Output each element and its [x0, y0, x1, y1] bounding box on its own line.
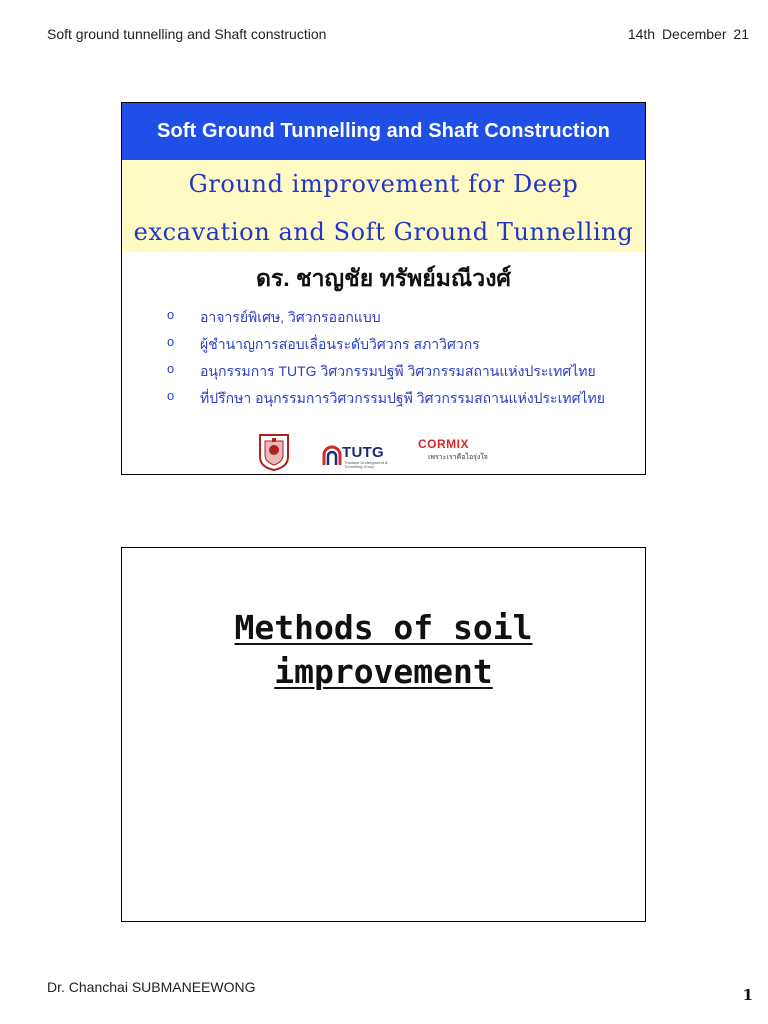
cormix-logo-subtext: เพราะเราคือไอรุ่งใจ [428, 454, 488, 461]
page-footer-author: Dr. Chanchai SUBMANEEWONG [47, 979, 256, 995]
list-item-text: ที่ปรึกษา อนุกรรมการวิศวกรรมปฐพี วิศวกรรมสถานแห่งประเทศไทย [200, 390, 605, 406]
list-item [167, 361, 605, 388]
bullet-icon: o [167, 334, 175, 349]
logo-strip [258, 433, 528, 473]
list-item-text: อาจารย์พิเศษ, วิศวกรออกแบบ [200, 309, 381, 325]
list-item-text: ผู้ชำนาญการสอบเลื่อนระดับวิศวกร สภาวิศวกร [200, 336, 480, 352]
slide-1-author: ดร. ชาญชัย ทรัพย์มณีวงศ์ [255, 265, 512, 291]
slide-1-subtitle-line: Ground improvement for Deep [188, 170, 579, 198]
cormix-logo [416, 437, 500, 467]
list-item-text: อนุกรรมการ TUTG วิศวกรรมปฐพี วิศวกรรมสถานแห่งประเทศไทย [200, 363, 596, 379]
list-item [167, 307, 605, 334]
tutg-arch-icon [322, 445, 342, 467]
slide-1-subtitle-line: excavation and Soft Ground Tunnelling [133, 218, 634, 246]
slide-1-subtitle [122, 160, 645, 252]
list-item [167, 334, 605, 361]
slide-1 [121, 102, 646, 475]
page-header-date: 14th December 21 [627, 26, 749, 42]
credentials-list [167, 307, 605, 415]
slide-2-title [122, 606, 645, 694]
bullet-icon: o [167, 307, 175, 322]
tutg-logo [322, 443, 394, 471]
slide-2-title-line: Methods of soil [234, 608, 533, 647]
bullet-icon: o [167, 388, 175, 403]
tutg-logo-subtext: Thailand Underground & Tunnelling Group [344, 460, 388, 469]
tutg-logo-text: TUTG [342, 444, 385, 461]
bullet-icon: o [167, 361, 175, 376]
list-item [167, 388, 605, 415]
cormix-logo-text: CORMIX [418, 437, 469, 451]
university-seal-logo [258, 433, 290, 471]
page-header-title: Soft ground tunnelling and Shaft construction [47, 26, 327, 42]
slide-1-title: Soft Ground Tunnelling and Shaft Construction [122, 103, 645, 160]
page-number: 1 [742, 986, 753, 1004]
slide-2-title-line: improvement [274, 652, 493, 691]
slide-2 [121, 547, 646, 922]
